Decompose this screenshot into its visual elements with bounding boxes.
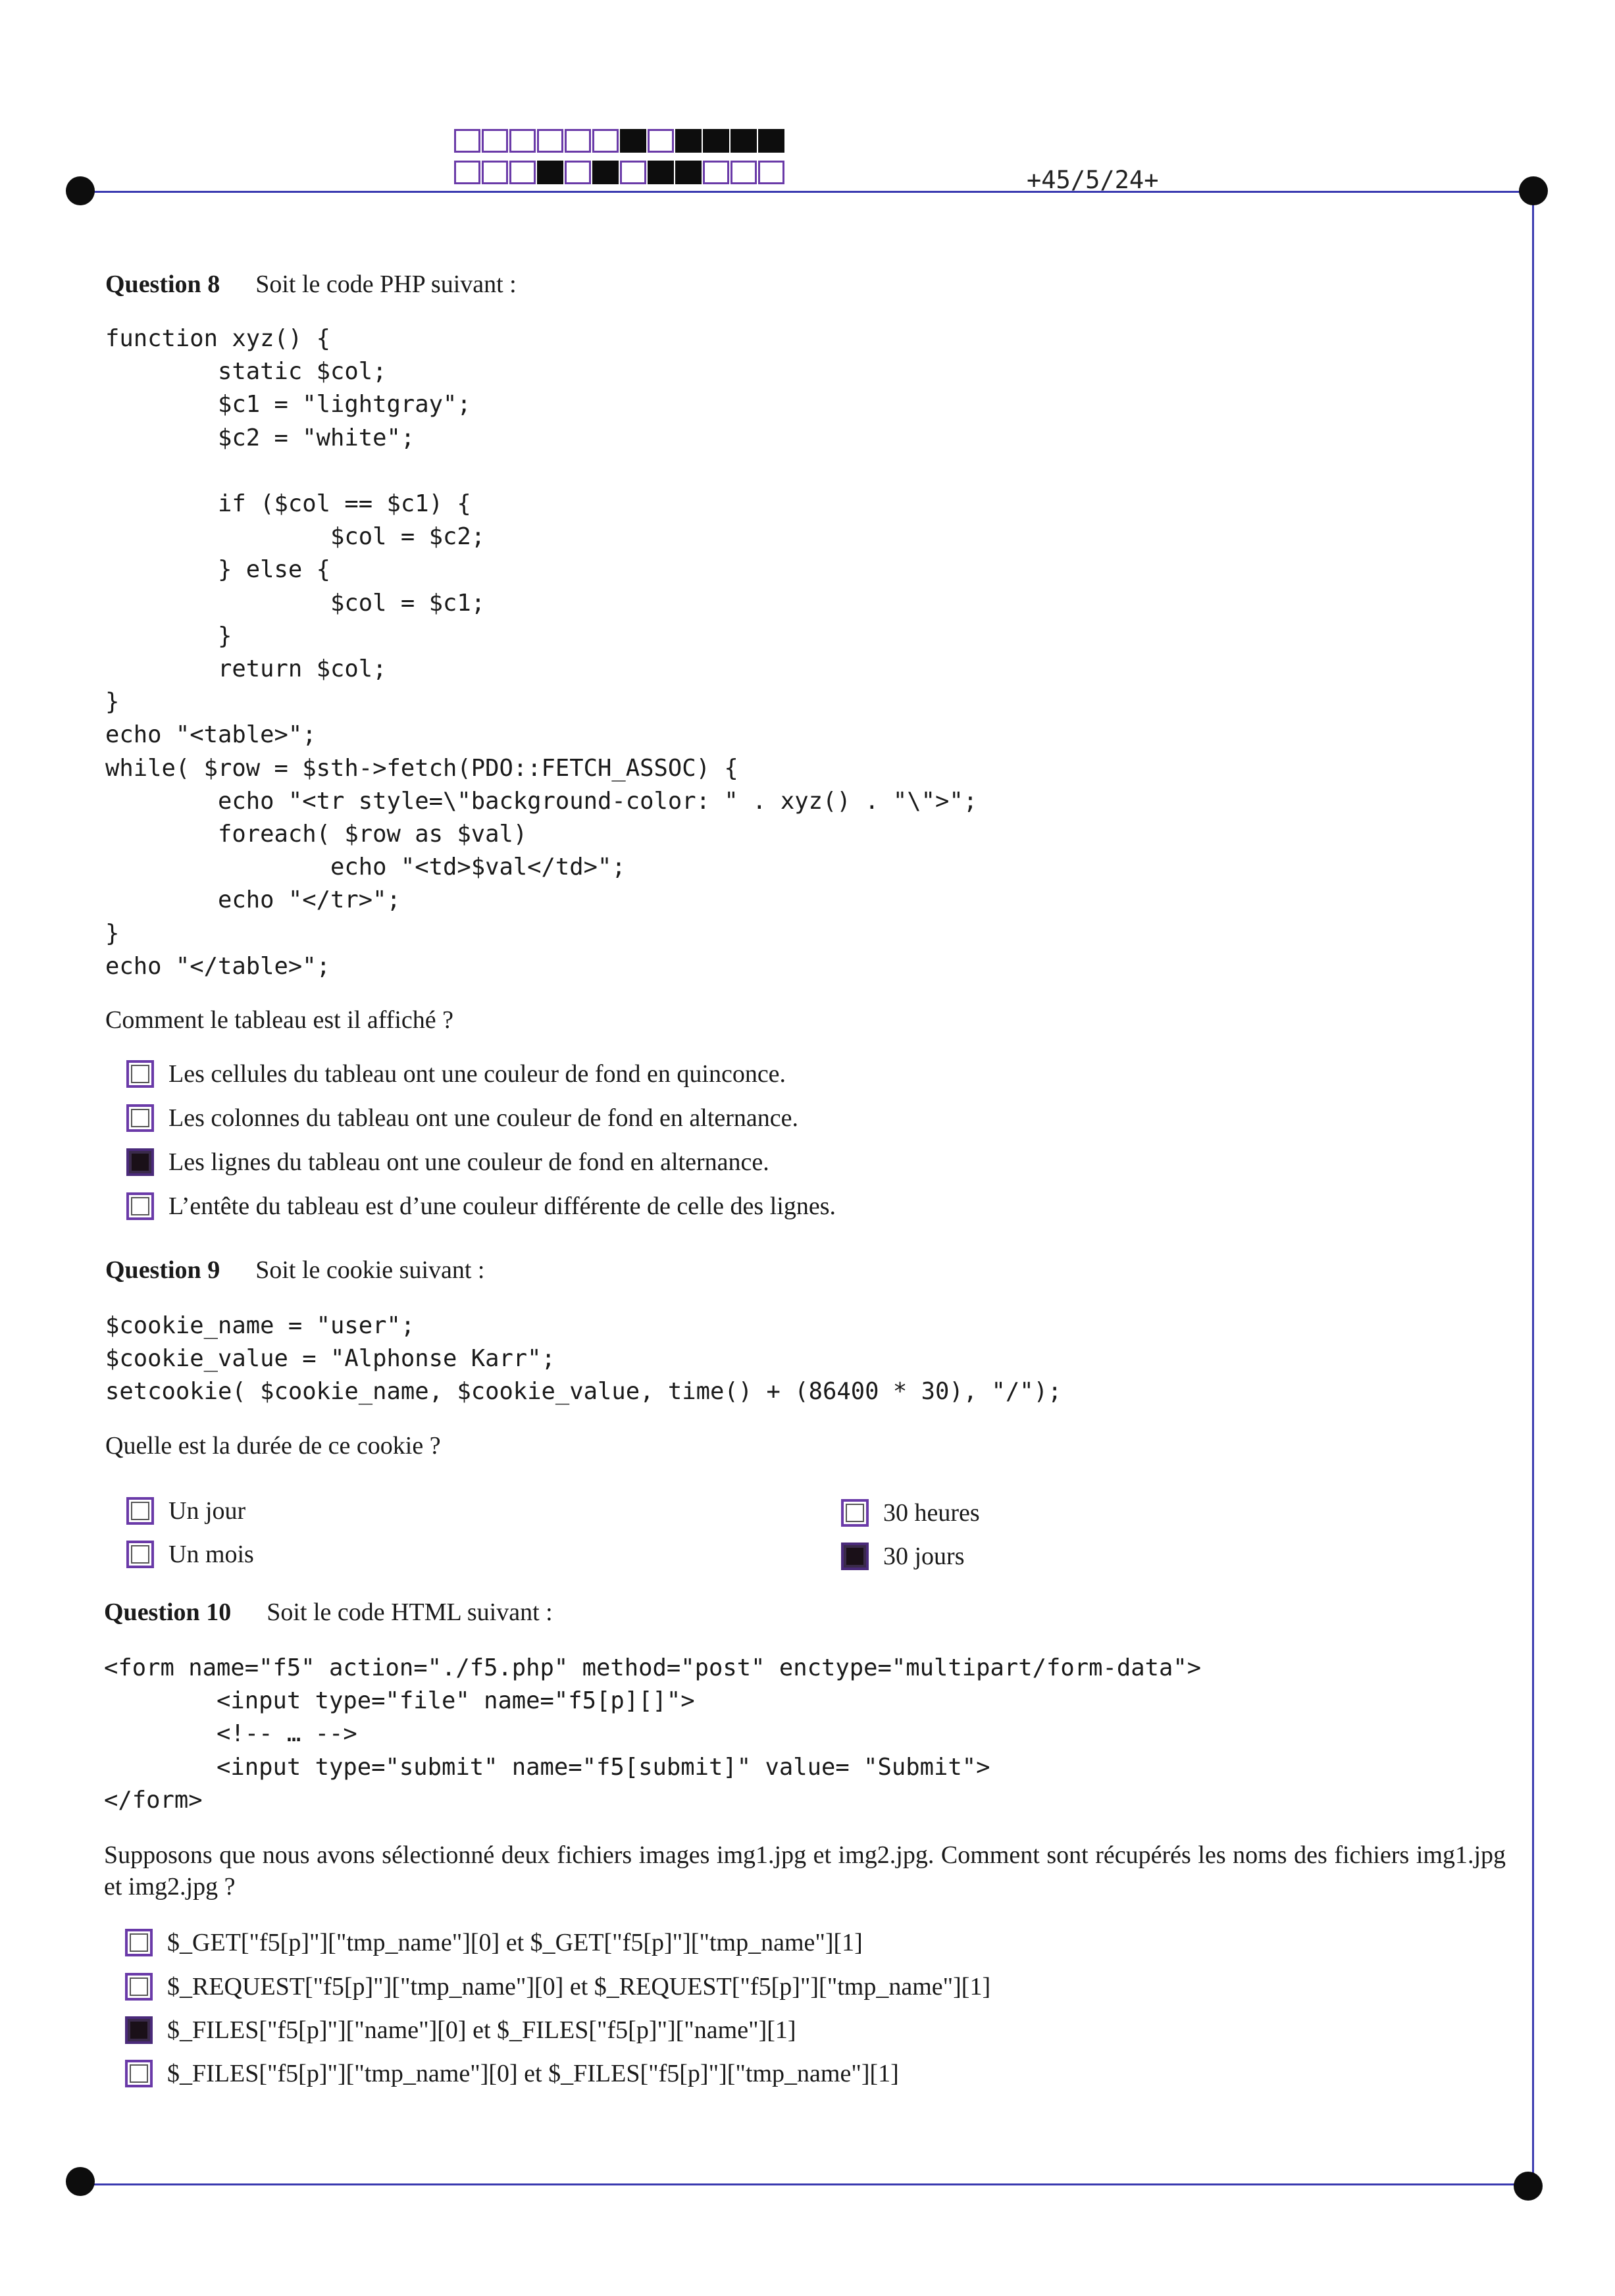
q10-option-4[interactable] [125,2059,899,2088]
q8-option-2[interactable] [126,1104,798,1133]
checkbox-icon[interactable] [125,2016,153,2044]
barcode-row-1 [454,129,786,153]
checkbox-icon[interactable] [125,1929,153,1956]
barcode-cell [703,129,729,153]
question-number: Question 8 [105,270,220,298]
barcode-cell [620,129,646,153]
barcode-cell [565,129,591,153]
checkbox-icon[interactable] [841,1543,869,1570]
corner-mark-top-right [1519,176,1548,205]
barcode-cell [454,161,480,184]
checkbox-icon[interactable] [841,1499,869,1527]
option-label: $_FILES["f5[p]"]["tmp_name"][0] et $_FILES["f5[p]"]["tmp_name"][1] [167,2060,899,2087]
option-label: 30 heures [883,1499,980,1527]
barcode-cell [758,161,784,184]
q10-option-3[interactable] [125,2016,796,2045]
barcode-row-2 [454,161,786,184]
barcode-cell [482,129,508,153]
barcode-cell [537,129,563,153]
q8-option-1[interactable] [126,1059,786,1088]
barcode-cell [509,129,536,153]
barcode-cell [482,161,508,184]
barcode-cell [454,129,480,153]
option-label: $_FILES["f5[p]"]["name"][0] et $_FILES["f5[p]"]["name"][1] [167,2016,796,2044]
page-id: +45/5/24+ [1027,166,1159,194]
option-label: 30 jours [883,1543,965,1570]
question-8-header [105,270,517,299]
question-8-text: Comment le tableau est il affiché ? [105,1006,453,1034]
frame-bottom-line [80,2183,1535,2185]
question-intro: Soit le cookie suivant : [255,1256,485,1284]
corner-mark-top-left [66,176,95,205]
question-number: Question 10 [104,1598,232,1626]
q9-option-3[interactable] [841,1498,980,1527]
checkbox-icon[interactable] [126,1104,154,1132]
frame-right-line [1532,191,1534,2185]
barcode-cell [537,161,563,184]
q10-option-1[interactable] [125,1928,863,1957]
question-9-text: Quelle est la durée de ce cookie ? [105,1432,441,1460]
checkbox-icon[interactable] [126,1060,154,1088]
barcode-cell [731,161,757,184]
option-label: Un mois [168,1541,254,1568]
php-code-block: function xyz() { static $col; $c1 = "lightgray"; $c2 = "white"; if ($col == $c1) { $col = $c2; } else { $col = $c1; } return $col; } echo "<table>"; while( $row = $sth->fetch(PDO::FETCH_ASSOC) { echo "<tr style=\"background-color: " . xyz() . "\">"; foreach( $row as $val) echo "<td>$val</td>"; echo "</tr>"; } echo "</table>"; [105,325,978,980]
barcode-cell [731,129,757,153]
checkbox-icon[interactable] [126,1497,154,1525]
option-label: L’entête du tableau est d’une couleur différente de celle des lignes. [168,1192,836,1220]
option-label: $_GET["f5[p]"]["tmp_name"][0] et $_GET["f5[p]"]["tmp_name"][1] [167,1929,863,1956]
barcode-cell [758,129,784,153]
barcode-cell [592,161,619,184]
option-label: Les cellules du tableau ont une couleur de fond en quinconce. [168,1060,786,1088]
q10-option-2[interactable] [125,1972,990,2001]
question-intro: Soit le code PHP suivant : [255,270,517,298]
q8-option-4[interactable] [126,1192,836,1221]
barcode-cell [509,161,536,184]
option-label: Les lignes du tableau ont une couleur de fond en alternance. [168,1148,769,1176]
corner-mark-bottom-left [66,2167,95,2196]
barcode-cell [592,129,619,153]
option-label: Les colonnes du tableau ont une couleur de fond en alternance. [168,1104,799,1132]
question-10-text: Supposons que nous avons sélectionné deux fichiers images img1.jpg et img2.jpg. Comment sont récupérés les noms des fichiers img1.jpg et img2.jpg ? [104,1841,1506,1901]
html-code-block: <form name="f5" action="./f5.php" method="post" enctype="multipart/form-data"> <input type="file" name="f5[p][]"> <!-- … --> <input type="submit" name="f5[submit]" value= "Submit"> </form> [104,1654,1202,1814]
checkbox-icon[interactable] [125,1973,153,2001]
frame-top-line [80,191,1535,193]
question-10-header [104,1598,553,1627]
checkbox-icon[interactable] [126,1192,154,1220]
barcode-cell [620,161,646,184]
barcode-cell [648,129,674,153]
option-label: Un jour [168,1497,246,1525]
checkbox-icon[interactable] [126,1541,154,1568]
question-intro: Soit le code HTML suivant : [267,1598,553,1626]
checkbox-icon[interactable] [126,1148,154,1176]
barcode-cell [703,161,729,184]
barcode-cell [565,161,591,184]
barcode-cell [675,161,702,184]
q9-option-2[interactable] [126,1540,254,1569]
checkbox-icon[interactable] [125,2060,153,2087]
q8-option-3[interactable] [126,1148,769,1177]
barcode-cell [648,161,674,184]
q9-option-1[interactable] [126,1496,245,1525]
corner-mark-bottom-right [1514,2172,1543,2201]
question-9-header [105,1256,485,1285]
question-number: Question 9 [105,1256,220,1284]
barcode-cell [675,129,702,153]
option-label: $_REQUEST["f5[p]"]["tmp_name"][0] et $_REQUEST["f5[p]"]["tmp_name"][1] [167,1973,991,2001]
cookie-code-block: $cookie_name = "user"; $cookie_value = "Alphonse Karr"; setcookie( $cookie_name, $cookie_value, time() + (86400 * 30), "/"); [105,1312,1062,1406]
q9-option-4[interactable] [841,1542,965,1571]
